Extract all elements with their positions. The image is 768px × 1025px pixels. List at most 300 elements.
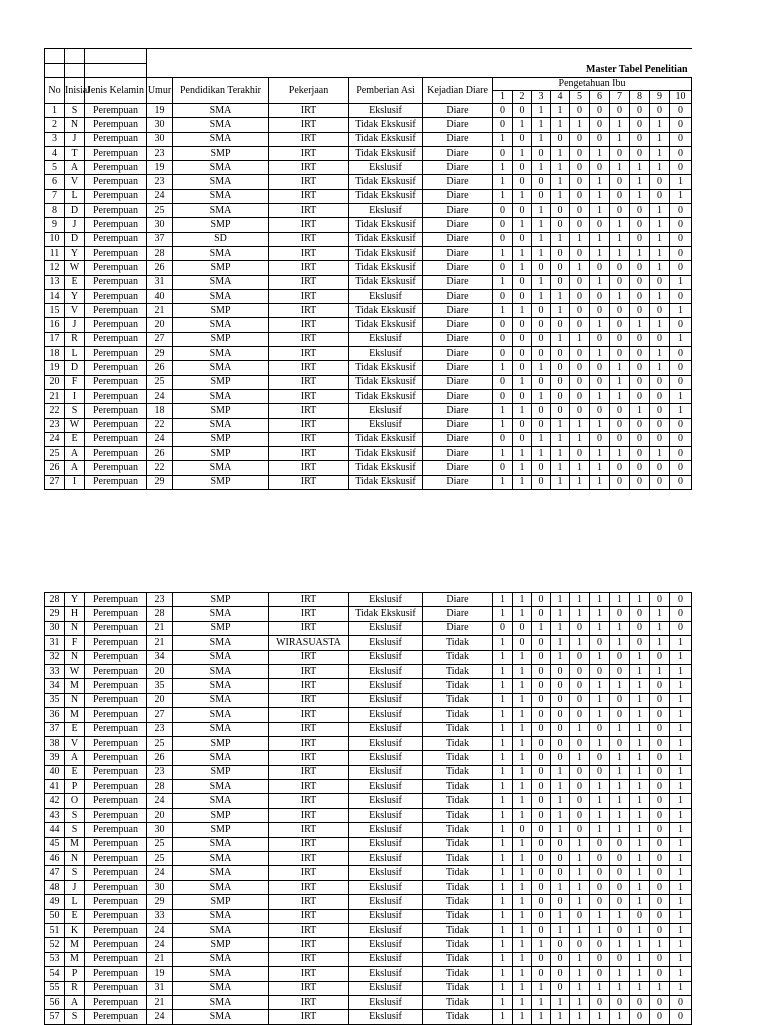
cell-jenis-kelamin: Perempuan xyxy=(85,708,147,722)
cell-pengetahuan-5: 1 xyxy=(570,607,590,621)
cell-pengetahuan-7: 0 xyxy=(610,736,630,750)
cell-pengetahuan-5: 1 xyxy=(570,880,590,894)
cell-pengetahuan-9: 0 xyxy=(650,332,670,346)
cell-pengetahuan-9: 1 xyxy=(650,347,670,361)
cell-umur: 35 xyxy=(147,679,173,693)
cell-inisial: L xyxy=(65,895,85,909)
cell-pemberian-asi: Ekslusif xyxy=(349,650,423,664)
cell-pengetahuan-2: 1 xyxy=(513,967,532,981)
cell-pengetahuan-10: 1 xyxy=(670,895,692,909)
cell-pengetahuan-6: 1 xyxy=(590,347,610,361)
cell-inisial: M xyxy=(65,952,85,966)
cell-no: 6 xyxy=(45,175,65,189)
table-row xyxy=(45,664,692,678)
cell-kejadian-diare: Tidak xyxy=(423,679,493,693)
cell-pemberian-asi: Ekslusif xyxy=(349,909,423,923)
cell-pekerjaan: IRT xyxy=(269,751,349,765)
col-header-kejadian-diare: Kejadian Diare xyxy=(423,78,493,104)
cell-pengetahuan-3: 0 xyxy=(532,461,551,475)
cell-pengetahuan-10: 1 xyxy=(670,722,692,736)
cell-pengetahuan-8: 0 xyxy=(630,447,650,461)
blank-cell xyxy=(65,64,85,78)
cell-pekerjaan: IRT xyxy=(269,679,349,693)
cell-pengetahuan-4: 1 xyxy=(551,650,570,664)
cell-umur: 21 xyxy=(147,304,173,318)
cell-pekerjaan: IRT xyxy=(269,289,349,303)
cell-pengetahuan-5: 1 xyxy=(570,751,590,765)
cell-inisial: M xyxy=(65,708,85,722)
cell-pengetahuan-3: 0 xyxy=(532,475,551,489)
cell-pengetahuan-1: 0 xyxy=(493,347,513,361)
cell-pengetahuan-9: 1 xyxy=(650,261,670,275)
cell-pemberian-asi: Tidak Ekskusif xyxy=(349,218,423,232)
subcol-header-1: 1 xyxy=(493,91,513,104)
cell-kejadian-diare: Tidak xyxy=(423,938,493,952)
cell-pengetahuan-5: 0 xyxy=(570,447,590,461)
table-row xyxy=(45,736,692,750)
cell-pengetahuan-8: 0 xyxy=(630,218,650,232)
cell-pengetahuan-8: 0 xyxy=(630,204,650,218)
cell-pengetahuan-10: 0 xyxy=(670,232,692,246)
cell-umur: 31 xyxy=(147,981,173,995)
cell-pengetahuan-3: 1 xyxy=(532,447,551,461)
cell-inisial: S xyxy=(65,404,85,418)
cell-pengetahuan-3: 0 xyxy=(532,837,551,851)
cell-pendidikan: SMA xyxy=(173,664,269,678)
cell-no: 50 xyxy=(45,909,65,923)
cell-umur: 27 xyxy=(147,708,173,722)
cell-kejadian-diare: Tidak xyxy=(423,895,493,909)
cell-pengetahuan-3: 0 xyxy=(532,780,551,794)
cell-pengetahuan-5: 1 xyxy=(570,332,590,346)
cell-kejadian-diare: Tidak xyxy=(423,664,493,678)
master-table-part-1 xyxy=(44,48,692,490)
cell-pengetahuan-5: 1 xyxy=(570,923,590,937)
cell-pengetahuan-8: 1 xyxy=(630,246,650,260)
cell-pengetahuan-1: 1 xyxy=(493,361,513,375)
cell-pengetahuan-4: 0 xyxy=(551,938,570,952)
cell-pengetahuan-8: 1 xyxy=(630,880,650,894)
cell-umur: 20 xyxy=(147,318,173,332)
cell-pengetahuan-6: 1 xyxy=(590,736,610,750)
cell-kejadian-diare: Tidak xyxy=(423,693,493,707)
cell-pengetahuan-4: 1 xyxy=(551,161,570,175)
cell-pengetahuan-6: 1 xyxy=(590,461,610,475)
cell-pengetahuan-9: 1 xyxy=(650,289,670,303)
table-row xyxy=(45,361,692,375)
cell-kejadian-diare: Tidak xyxy=(423,794,493,808)
cell-pengetahuan-9: 1 xyxy=(650,146,670,160)
cell-inisial: A xyxy=(65,995,85,1009)
cell-pendidikan: SMA xyxy=(173,347,269,361)
cell-pengetahuan-7: 0 xyxy=(610,204,630,218)
cell-umur: 26 xyxy=(147,261,173,275)
cell-inisial: A xyxy=(65,751,85,765)
cell-pendidikan: SMA xyxy=(173,389,269,403)
cell-no: 39 xyxy=(45,751,65,765)
cell-pengetahuan-7: 0 xyxy=(610,261,630,275)
cell-pengetahuan-8: 0 xyxy=(630,304,650,318)
cell-pengetahuan-8: 1 xyxy=(630,189,650,203)
cell-pemberian-asi: Tidak Ekskusif xyxy=(349,475,423,489)
cell-pemberian-asi: Tidak Ekskusif xyxy=(349,118,423,132)
cell-pengetahuan-5: 0 xyxy=(570,780,590,794)
cell-pengetahuan-10: 0 xyxy=(670,246,692,260)
cell-pengetahuan-5: 0 xyxy=(570,794,590,808)
cell-no: 2 xyxy=(45,118,65,132)
cell-jenis-kelamin: Perempuan xyxy=(85,1010,147,1024)
cell-pengetahuan-10: 0 xyxy=(670,118,692,132)
cell-pengetahuan-9: 0 xyxy=(650,866,670,880)
cell-jenis-kelamin: Perempuan xyxy=(85,607,147,621)
cell-jenis-kelamin: Perempuan xyxy=(85,404,147,418)
cell-pengetahuan-9: 0 xyxy=(650,751,670,765)
cell-pengetahuan-9: 0 xyxy=(650,808,670,822)
cell-pengetahuan-3: 0 xyxy=(532,636,551,650)
cell-pengetahuan-8: 1 xyxy=(630,593,650,607)
cell-pengetahuan-6: 0 xyxy=(590,852,610,866)
cell-pengetahuan-9: 0 xyxy=(650,880,670,894)
cell-pekerjaan: IRT xyxy=(269,693,349,707)
table-row xyxy=(45,794,692,808)
cell-pengetahuan-5: 0 xyxy=(570,650,590,664)
cell-pengetahuan-1: 0 xyxy=(493,461,513,475)
cell-pengetahuan-8: 1 xyxy=(630,923,650,937)
cell-pendidikan: SMA xyxy=(173,246,269,260)
cell-inisial: D xyxy=(65,204,85,218)
cell-pengetahuan-6: 1 xyxy=(590,246,610,260)
cell-jenis-kelamin: Perempuan xyxy=(85,318,147,332)
cell-pengetahuan-9: 0 xyxy=(650,967,670,981)
cell-jenis-kelamin: Perempuan xyxy=(85,923,147,937)
cell-no: 35 xyxy=(45,693,65,707)
cell-pemberian-asi: Ekslusif xyxy=(349,866,423,880)
table-row xyxy=(45,404,692,418)
cell-pendidikan: SMA xyxy=(173,679,269,693)
cell-kejadian-diare: Tidak xyxy=(423,722,493,736)
cell-pengetahuan-8: 0 xyxy=(630,1010,650,1024)
table-row xyxy=(45,923,692,937)
cell-kejadian-diare: Tidak xyxy=(423,866,493,880)
cell-no: 24 xyxy=(45,432,65,446)
table-row xyxy=(45,318,692,332)
cell-pendidikan: SMP xyxy=(173,895,269,909)
cell-pengetahuan-8: 1 xyxy=(630,765,650,779)
cell-kejadian-diare: Diare xyxy=(423,461,493,475)
cell-pemberian-asi: Ekslusif xyxy=(349,289,423,303)
cell-umur: 30 xyxy=(147,880,173,894)
cell-pengetahuan-7: 0 xyxy=(610,475,630,489)
cell-pengetahuan-10: 1 xyxy=(670,852,692,866)
cell-pengetahuan-1: 0 xyxy=(493,332,513,346)
cell-inisial: P xyxy=(65,967,85,981)
cell-pengetahuan-2: 0 xyxy=(513,332,532,346)
cell-pengetahuan-3: 0 xyxy=(532,347,551,361)
cell-pengetahuan-8: 0 xyxy=(630,621,650,635)
cell-pengetahuan-3: 1 xyxy=(532,389,551,403)
cell-pekerjaan: IRT xyxy=(269,347,349,361)
cell-pendidikan: SMA xyxy=(173,636,269,650)
cell-pengetahuan-5: 0 xyxy=(570,693,590,707)
table-row xyxy=(45,389,692,403)
cell-pendidikan: SMA xyxy=(173,909,269,923)
table-row xyxy=(45,895,692,909)
cell-pekerjaan: IRT xyxy=(269,361,349,375)
cell-no: 17 xyxy=(45,332,65,346)
cell-jenis-kelamin: Perempuan xyxy=(85,593,147,607)
cell-pengetahuan-6: 0 xyxy=(590,880,610,894)
cell-pengetahuan-5: 0 xyxy=(570,679,590,693)
cell-pengetahuan-2: 1 xyxy=(513,909,532,923)
cell-pekerjaan: IRT xyxy=(269,404,349,418)
cell-pengetahuan-8: 0 xyxy=(630,432,650,446)
blank-cell xyxy=(85,64,147,78)
cell-pengetahuan-8: 1 xyxy=(630,650,650,664)
cell-pengetahuan-7: 1 xyxy=(610,132,630,146)
cell-jenis-kelamin: Perempuan xyxy=(85,736,147,750)
table-row xyxy=(45,332,692,346)
cell-pemberian-asi: Tidak Ekskusif xyxy=(349,432,423,446)
cell-pengetahuan-2: 1 xyxy=(513,447,532,461)
cell-pengetahuan-2: 0 xyxy=(513,204,532,218)
cell-pengetahuan-3: 1 xyxy=(532,432,551,446)
cell-pengetahuan-8: 0 xyxy=(630,995,650,1009)
cell-pengetahuan-5: 1 xyxy=(570,593,590,607)
cell-inisial: M xyxy=(65,938,85,952)
cell-pemberian-asi: Ekslusif xyxy=(349,952,423,966)
cell-kejadian-diare: Diare xyxy=(423,404,493,418)
cell-pengetahuan-1: 0 xyxy=(493,621,513,635)
cell-pengetahuan-2: 1 xyxy=(513,679,532,693)
cell-pengetahuan-6: 0 xyxy=(590,938,610,952)
cell-pengetahuan-7: 1 xyxy=(610,808,630,822)
cell-pemberian-asi: Ekslusif xyxy=(349,852,423,866)
cell-pendidikan: SMA xyxy=(173,722,269,736)
cell-no: 27 xyxy=(45,475,65,489)
cell-pengetahuan-10: 1 xyxy=(670,275,692,289)
cell-inisial: J xyxy=(65,218,85,232)
cell-pengetahuan-6: 0 xyxy=(590,837,610,851)
cell-pengetahuan-5: 1 xyxy=(570,232,590,246)
cell-pengetahuan-3: 0 xyxy=(532,679,551,693)
table-row xyxy=(45,132,692,146)
table-row xyxy=(45,304,692,318)
cell-pengetahuan-1: 1 xyxy=(493,275,513,289)
subcol-header-3: 3 xyxy=(532,91,551,104)
cell-inisial: E xyxy=(65,275,85,289)
cell-pendidikan: SMP xyxy=(173,146,269,160)
cell-umur: 31 xyxy=(147,275,173,289)
cell-jenis-kelamin: Perempuan xyxy=(85,175,147,189)
cell-umur: 20 xyxy=(147,693,173,707)
cell-pengetahuan-8: 1 xyxy=(630,722,650,736)
cell-pengetahuan-4: 0 xyxy=(551,852,570,866)
cell-pemberian-asi: Tidak Ekskusif xyxy=(349,261,423,275)
cell-pengetahuan-2: 1 xyxy=(513,808,532,822)
cell-pekerjaan: IRT xyxy=(269,780,349,794)
cell-umur: 26 xyxy=(147,751,173,765)
cell-pengetahuan-9: 1 xyxy=(650,318,670,332)
cell-pengetahuan-8: 0 xyxy=(630,347,650,361)
cell-pengetahuan-4: 1 xyxy=(551,593,570,607)
cell-pengetahuan-3: 0 xyxy=(532,866,551,880)
cell-pengetahuan-6: 1 xyxy=(590,650,610,664)
cell-pengetahuan-1: 1 xyxy=(493,765,513,779)
cell-pengetahuan-2: 0 xyxy=(513,418,532,432)
table-row xyxy=(45,418,692,432)
cell-pengetahuan-10: 0 xyxy=(670,593,692,607)
cell-inisial: I xyxy=(65,389,85,403)
cell-pemberian-asi: Ekslusif xyxy=(349,104,423,118)
cell-pengetahuan-1: 1 xyxy=(493,475,513,489)
cell-pendidikan: SMP xyxy=(173,765,269,779)
cell-pengetahuan-9: 0 xyxy=(650,389,670,403)
cell-pemberian-asi: Ekslusif xyxy=(349,995,423,1009)
cell-pemberian-asi: Ekslusif xyxy=(349,693,423,707)
cell-pengetahuan-6: 0 xyxy=(590,765,610,779)
cell-pengetahuan-2: 1 xyxy=(513,218,532,232)
cell-pengetahuan-9: 0 xyxy=(650,765,670,779)
cell-pengetahuan-4: 0 xyxy=(551,375,570,389)
cell-no: 7 xyxy=(45,189,65,203)
cell-pengetahuan-9: 0 xyxy=(650,432,670,446)
cell-no: 20 xyxy=(45,375,65,389)
cell-pengetahuan-2: 1 xyxy=(513,837,532,851)
cell-pengetahuan-3: 0 xyxy=(532,794,551,808)
cell-pengetahuan-9: 0 xyxy=(650,693,670,707)
cell-pengetahuan-2: 1 xyxy=(513,261,532,275)
cell-pekerjaan: IRT xyxy=(269,232,349,246)
cell-pengetahuan-7: 0 xyxy=(610,432,630,446)
cell-pengetahuan-6: 1 xyxy=(590,607,610,621)
cell-pengetahuan-9: 0 xyxy=(650,650,670,664)
cell-pengetahuan-10: 1 xyxy=(670,765,692,779)
cell-no: 1 xyxy=(45,104,65,118)
cell-pengetahuan-4: 1 xyxy=(551,607,570,621)
cell-pengetahuan-6: 0 xyxy=(590,952,610,966)
col-header-pemberian-asi: Pemberian Asi xyxy=(349,78,423,104)
col-header-pendidikan: Pendidikan Terakhir xyxy=(173,78,269,104)
cell-pengetahuan-4: 1 xyxy=(551,808,570,822)
cell-kejadian-diare: Tidak xyxy=(423,808,493,822)
cell-no: 49 xyxy=(45,895,65,909)
cell-pengetahuan-10: 1 xyxy=(670,794,692,808)
cell-pengetahuan-9: 0 xyxy=(650,923,670,937)
cell-pengetahuan-4: 0 xyxy=(551,895,570,909)
cell-pengetahuan-8: 1 xyxy=(630,823,650,837)
cell-pengetahuan-8: 1 xyxy=(630,967,650,981)
cell-umur: 28 xyxy=(147,246,173,260)
cell-pengetahuan-2: 1 xyxy=(513,146,532,160)
cell-jenis-kelamin: Perempuan xyxy=(85,432,147,446)
cell-kejadian-diare: Tidak xyxy=(423,1010,493,1024)
cell-pendidikan: SMA xyxy=(173,967,269,981)
cell-pengetahuan-6: 0 xyxy=(590,161,610,175)
cell-pengetahuan-8: 0 xyxy=(630,104,650,118)
cell-inisial: S xyxy=(65,823,85,837)
cell-pengetahuan-4: 0 xyxy=(551,967,570,981)
cell-umur: 26 xyxy=(147,447,173,461)
cell-pendidikan: SMP xyxy=(173,261,269,275)
cell-pekerjaan: IRT xyxy=(269,461,349,475)
cell-kejadian-diare: Diare xyxy=(423,189,493,203)
cell-pekerjaan: IRT xyxy=(269,823,349,837)
cell-no: 22 xyxy=(45,404,65,418)
cell-kejadian-diare: Diare xyxy=(423,261,493,275)
cell-inisial: Y xyxy=(65,246,85,260)
cell-pengetahuan-3: 0 xyxy=(532,318,551,332)
cell-no: 56 xyxy=(45,995,65,1009)
cell-pengetahuan-6: 0 xyxy=(590,995,610,1009)
table-row xyxy=(45,981,692,995)
cell-pengetahuan-5: 1 xyxy=(570,475,590,489)
cell-no: 4 xyxy=(45,146,65,160)
cell-pengetahuan-9: 0 xyxy=(650,189,670,203)
cell-pengetahuan-3: 0 xyxy=(532,736,551,750)
cell-pengetahuan-1: 1 xyxy=(493,823,513,837)
cell-pemberian-asi: Ekslusif xyxy=(349,765,423,779)
cell-pengetahuan-9: 1 xyxy=(650,361,670,375)
cell-pengetahuan-6: 0 xyxy=(590,432,610,446)
cell-pengetahuan-4: 1 xyxy=(551,475,570,489)
cell-inisial: R xyxy=(65,332,85,346)
cell-jenis-kelamin: Perempuan xyxy=(85,823,147,837)
cell-pengetahuan-10: 0 xyxy=(670,475,692,489)
cell-inisial: O xyxy=(65,794,85,808)
cell-pengetahuan-2: 1 xyxy=(513,650,532,664)
cell-pengetahuan-7: 1 xyxy=(610,981,630,995)
cell-pengetahuan-8: 1 xyxy=(630,664,650,678)
cell-pengetahuan-10: 0 xyxy=(670,621,692,635)
cell-pemberian-asi: Tidak Ekskusif xyxy=(349,232,423,246)
cell-pengetahuan-7: 0 xyxy=(610,852,630,866)
cell-no: 26 xyxy=(45,461,65,475)
cell-pengetahuan-3: 0 xyxy=(532,765,551,779)
cell-pendidikan: SMP xyxy=(173,332,269,346)
cell-pendidikan: SMA xyxy=(173,1010,269,1024)
cell-pengetahuan-7: 0 xyxy=(610,404,630,418)
cell-umur: 19 xyxy=(147,967,173,981)
cell-pengetahuan-4: 0 xyxy=(551,218,570,232)
cell-pengetahuan-9: 1 xyxy=(650,246,670,260)
cell-pendidikan: SMA xyxy=(173,361,269,375)
cell-pengetahuan-10: 1 xyxy=(670,332,692,346)
cell-pengetahuan-7: 0 xyxy=(610,332,630,346)
cell-pengetahuan-1: 1 xyxy=(493,923,513,937)
cell-pendidikan: SMA xyxy=(173,708,269,722)
cell-pengetahuan-2: 0 xyxy=(513,161,532,175)
cell-pengetahuan-2: 0 xyxy=(513,175,532,189)
cell-pendidikan: SMP xyxy=(173,938,269,952)
cell-umur: 21 xyxy=(147,636,173,650)
cell-pengetahuan-3: 0 xyxy=(532,909,551,923)
cell-no: 46 xyxy=(45,852,65,866)
cell-jenis-kelamin: Perempuan xyxy=(85,765,147,779)
cell-pengetahuan-3: 0 xyxy=(532,418,551,432)
blank-cell xyxy=(45,64,65,78)
cell-pengetahuan-8: 0 xyxy=(630,475,650,489)
cell-pekerjaan: IRT xyxy=(269,880,349,894)
cell-inisial: N xyxy=(65,621,85,635)
cell-umur: 19 xyxy=(147,104,173,118)
cell-kejadian-diare: Tidak xyxy=(423,995,493,1009)
cell-pengetahuan-6: 1 xyxy=(590,780,610,794)
cell-pengetahuan-10: 0 xyxy=(670,104,692,118)
cell-umur: 20 xyxy=(147,664,173,678)
cell-jenis-kelamin: Perempuan xyxy=(85,880,147,894)
cell-no: 36 xyxy=(45,708,65,722)
cell-jenis-kelamin: Perempuan xyxy=(85,621,147,635)
